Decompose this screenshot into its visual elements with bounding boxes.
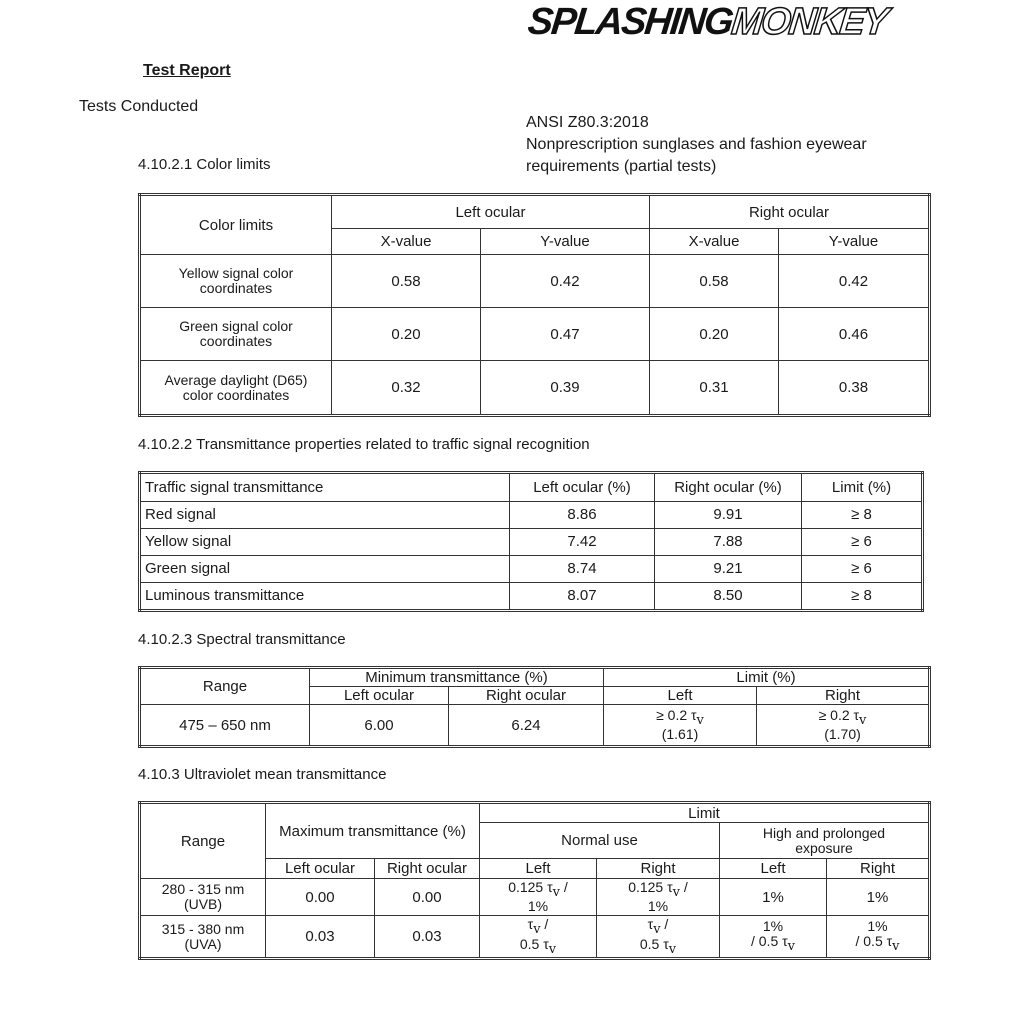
table-row [140,582,923,611]
table-header-cell: Right [757,687,930,705]
table-cell: 0.32 [332,361,481,416]
table-cell: 0.38 [779,361,930,416]
table-header-cell: Limit (%) [802,473,923,502]
table-row [140,528,923,555]
table-cell: 0.42 [779,255,930,308]
row-label: Green signal color coordinates [140,308,332,361]
table-header-cell: Right [827,859,930,879]
report-title: Test Report [143,62,231,79]
section-title: 4.10.2.1 Color limits [138,156,271,173]
table-row [140,555,923,582]
table-cell: ≥ 6 [802,555,923,582]
table-header-cell: Range [140,803,266,879]
table-cell: 475 – 650 nm [140,705,310,747]
table-cell: 9.21 [655,555,802,582]
table-cell: 7.42 [510,528,655,555]
standard-line: requirements (partial tests) [526,158,717,175]
standard-line: ANSI Z80.3:2018 [526,114,649,131]
table-cell: 1% [827,879,930,916]
table-cell: 0.58 [332,255,481,308]
table-header-cell: Right ocular [375,859,480,879]
color-limits-table [138,193,931,417]
table-header-cell: Limit [480,803,930,823]
table-header-cell: Left [480,859,597,879]
table-header-cell: Maximum transmittance (%) [266,803,480,859]
table-cell: 6.24 [449,705,604,747]
table-header-cell: Minimum transmittance (%) [310,668,604,687]
logo-bold-text: SPLASHING [525,1,734,43]
row-label: Yellow signal color coordinates [140,255,332,308]
table-header-cell: X-value [332,229,481,255]
table-row [140,879,930,916]
ultraviolet-table [138,801,931,960]
table-row [140,308,930,361]
table-header-cell: X-value [650,229,779,255]
table-header-cell: Left ocular [266,859,375,879]
table-cell: 0.20 [650,308,779,361]
table-cell: 8.07 [510,582,655,611]
table-header-cell: High and prolonged exposure [720,823,930,859]
table-cell: ≥ 0.2 $\tau_v$ (1.61) [604,705,757,747]
section-title: 4.10.3 Ultraviolet mean transmittance [138,766,387,783]
table-row [140,501,923,528]
table-cell: $\tau_v$ / 0.5 $\tau_v$ [480,916,597,959]
table-header-cell: Left [720,859,827,879]
table-header-cell: Traffic signal transmittance [140,473,510,502]
table-cell: 6.00 [310,705,449,747]
table-cell: 0.39 [481,361,650,416]
row-label: 280 - 315 nm (UVB) [140,879,266,916]
table-cell: 0.00 [266,879,375,916]
table-row [140,916,930,959]
standard-description [526,112,867,178]
table-cell: Yellow signal [140,528,510,555]
section-title: 4.10.2.2 Transmittance properties related to traffic signal recognition [138,436,590,453]
table-cell: 0.125 $\tau_v$ / 1% [597,879,720,916]
table-header-cell: Range [140,668,310,705]
table-cell: 8.74 [510,555,655,582]
table-cell: ≥ 6 [802,528,923,555]
table-cell: 0.47 [481,308,650,361]
table-header-cell: Right ocular (%) [655,473,802,502]
table-cell: 0.125 $\tau_v$ / 1% [480,879,597,916]
table-cell: 0.03 [266,916,375,959]
table-header-cell: Y-value [481,229,650,255]
traffic-signal-table [138,471,924,612]
table-cell: ≥ 0.2 $\tau_v$ (1.70) [757,705,930,747]
table-header-cell: Left ocular (%) [510,473,655,502]
row-label: 315 - 380 nm (UVA) [140,916,266,959]
table-cell: 0.00 [375,879,480,916]
table-row [140,361,930,416]
table-cell: 0.31 [650,361,779,416]
table-header-cell: Left ocular [310,687,449,705]
table-cell: Red signal [140,501,510,528]
tests-conducted-heading: Tests Conducted [79,98,199,115]
table-cell: $\tau_v$ / 0.5 $\tau_v$ [597,916,720,959]
table-header-cell: Limit (%) [604,668,930,687]
table-header-cell: Color limits [140,195,332,255]
logo-outline-text: MONKEY [729,1,889,43]
table-cell: 1% / 0.5 $\tau_v$ [827,916,930,959]
spectral-transmittance-table [138,666,931,748]
table-header-cell: Left ocular [332,195,650,229]
table-cell: 0.03 [375,916,480,959]
table-cell: ≥ 8 [802,582,923,611]
table-cell: 9.91 [655,501,802,528]
standard-line: Nonprescription sunglases and fashion eyewear [526,136,867,153]
table-cell: ≥ 8 [802,501,923,528]
table-header-cell: Right [597,859,720,879]
table-cell: 0.42 [481,255,650,308]
table-cell: 0.20 [332,308,481,361]
table-cell: Green signal [140,555,510,582]
table-header-cell: Y-value [779,229,930,255]
table-cell: Luminous transmittance [140,582,510,611]
table-row [140,705,930,747]
table-header-cell: Right ocular [650,195,930,229]
table-header-cell: Normal use [480,823,720,859]
table-header-cell: Right ocular [449,687,604,705]
table-cell: 1% [720,879,827,916]
table-cell: 8.50 [655,582,802,611]
table-cell: 0.58 [650,255,779,308]
table-cell: 8.86 [510,501,655,528]
row-label: Average daylight (D65) color coordinates [140,361,332,416]
table-header-cell: Left [604,687,757,705]
brand-logo [526,2,889,42]
table-cell: 7.88 [655,528,802,555]
table-row [140,255,930,308]
table-cell: 0.46 [779,308,930,361]
section-title: 4.10.2.3 Spectral transmittance [138,631,346,648]
table-cell: 1% / 0.5 $\tau_v$ [720,916,827,959]
